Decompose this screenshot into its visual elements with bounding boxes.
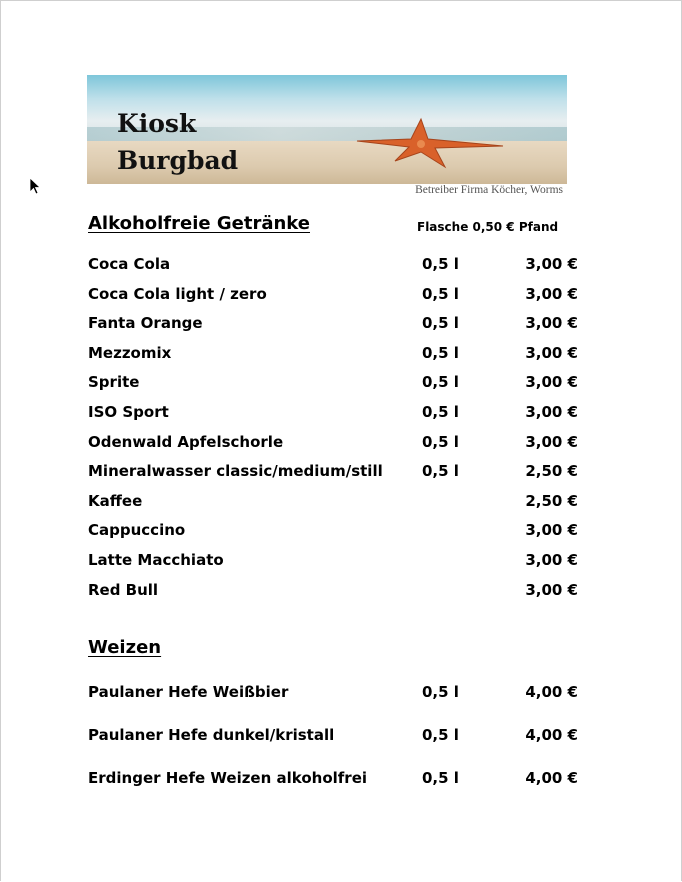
item-name: Mezzomix bbox=[88, 343, 172, 362]
menu-item-row bbox=[0, 314, 682, 336]
item-size: 0,5 l bbox=[422, 683, 459, 701]
menu-item-row bbox=[0, 403, 682, 425]
item-name: Fanta Orange bbox=[88, 314, 203, 333]
item-size: 0,5 l bbox=[422, 255, 459, 273]
item-name: Red Bull bbox=[88, 580, 159, 599]
item-name: Coca Cola light / zero bbox=[88, 284, 267, 303]
item-size: 0,5 l bbox=[422, 432, 459, 451]
item-price: 3,00 € bbox=[525, 403, 578, 421]
item-price: 3,00 € bbox=[525, 343, 578, 362]
item-price: 2,50 € bbox=[525, 491, 578, 510]
header-banner-image bbox=[87, 75, 567, 184]
item-size: 0,5 l bbox=[422, 343, 459, 362]
item-price: 4,00 € bbox=[525, 683, 578, 701]
item-name: Sprite bbox=[88, 373, 140, 392]
operator-caption: Betreiber Firma Köcher, Worms bbox=[415, 184, 563, 196]
menu-item-row bbox=[0, 683, 682, 705]
menu-item-row bbox=[0, 492, 682, 514]
menu-item-row bbox=[0, 373, 682, 395]
item-name: Odenwald Apfelschorle bbox=[88, 432, 284, 451]
item-price: 3,00 € bbox=[525, 284, 578, 303]
item-name: Coca Cola bbox=[88, 255, 171, 273]
menu-item-row bbox=[0, 551, 682, 573]
section-title-soft-drinks: Alkoholfreie Getränke bbox=[88, 213, 310, 234]
menu-item-row bbox=[0, 255, 682, 277]
item-size: 0,5 l bbox=[422, 462, 459, 481]
deposit-note: Flasche 0,50 € Pfand bbox=[417, 220, 559, 234]
item-name: Erdinger Hefe Weizen alkoholfrei bbox=[88, 769, 368, 787]
item-price: 3,00 € bbox=[525, 432, 578, 451]
item-size: 0,5 l bbox=[422, 726, 459, 744]
item-name: Paulaner Hefe dunkel/kristall bbox=[88, 726, 335, 744]
item-name: ISO Sport bbox=[88, 403, 169, 421]
banner-title bbox=[117, 105, 238, 179]
item-name: Mineralwasser classic/medium/still bbox=[88, 462, 383, 481]
item-size: 0,5 l bbox=[422, 284, 459, 303]
item-size: 0,5 l bbox=[422, 373, 459, 392]
menu-item-row bbox=[0, 433, 682, 455]
menu-item-row bbox=[0, 581, 682, 603]
item-price: 3,00 € bbox=[525, 521, 578, 540]
item-price: 3,00 € bbox=[525, 580, 578, 599]
item-price: 4,00 € bbox=[525, 726, 578, 744]
item-price: 2,50 € bbox=[525, 462, 578, 481]
item-name: Kaffee bbox=[88, 491, 143, 510]
item-price: 4,00 € bbox=[525, 769, 578, 787]
banner-title-line1: Kiosk bbox=[117, 109, 197, 138]
item-size: 0,5 l bbox=[422, 769, 459, 787]
item-price: 3,00 € bbox=[525, 255, 578, 273]
menu-item-row bbox=[0, 462, 682, 484]
section-title-weizen: Weizen bbox=[88, 637, 162, 658]
item-name: Cappuccino bbox=[88, 521, 186, 540]
item-name: Paulaner Hefe Weißbier bbox=[88, 683, 289, 701]
menu-item-row bbox=[0, 726, 682, 748]
item-price: 3,00 € bbox=[525, 373, 578, 392]
mouse-cursor-icon bbox=[29, 177, 41, 195]
menu-item-row bbox=[0, 285, 682, 307]
item-size: 0,5 l bbox=[422, 314, 459, 333]
starfish-icon bbox=[355, 117, 505, 169]
menu-item-row bbox=[0, 769, 682, 791]
menu-item-row bbox=[0, 344, 682, 366]
item-price: 3,00 € bbox=[525, 551, 578, 569]
menu-item-row bbox=[0, 521, 682, 543]
item-price: 3,00 € bbox=[525, 314, 578, 333]
banner-title-line2: Burgbad bbox=[117, 146, 239, 175]
item-size: 0,5 l bbox=[422, 403, 459, 421]
item-name: Latte Macchiato bbox=[88, 551, 224, 569]
